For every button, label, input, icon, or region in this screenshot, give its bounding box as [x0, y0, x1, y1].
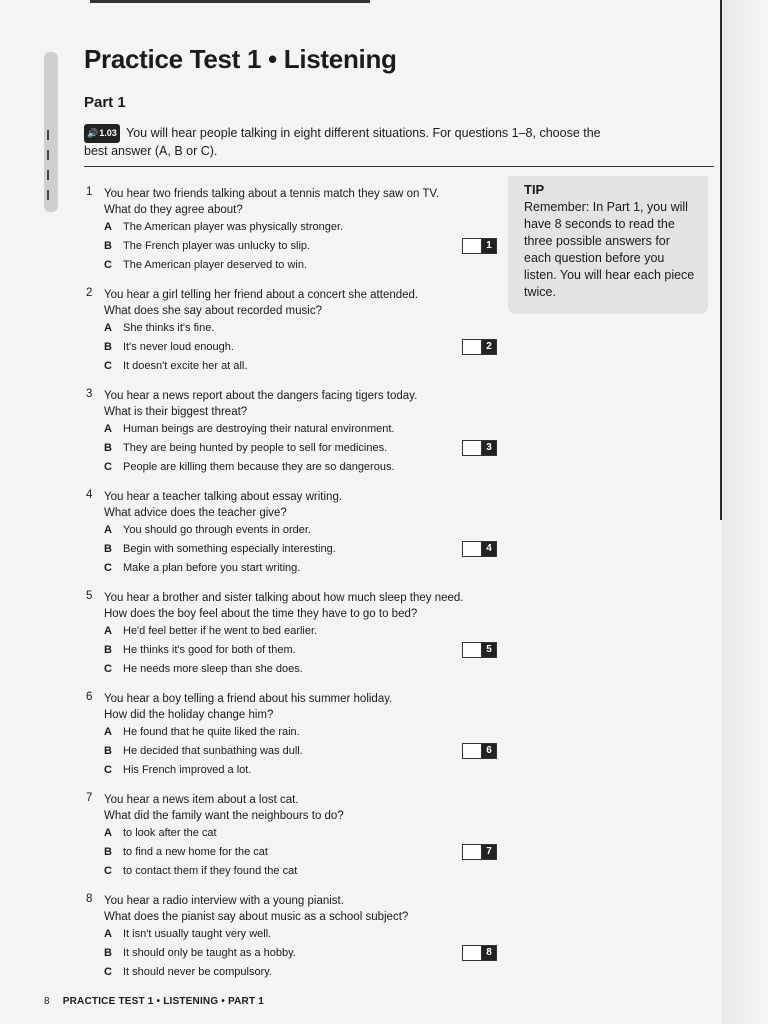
- option-text: You should go through events in order.: [123, 524, 311, 536]
- option-text: They are being hunted by people to sell for medicines.: [123, 442, 388, 454]
- answer-field[interactable]: [462, 238, 481, 254]
- question-stem: You hear a news report about the dangers facing tigers today.: [104, 390, 418, 402]
- question-stem: You hear a boy telling a friend about his summer holiday.: [104, 693, 393, 705]
- option-letter: A: [104, 423, 112, 435]
- option-letter: C: [104, 663, 112, 675]
- instructions: [84, 124, 604, 160]
- section-divider: [84, 166, 714, 167]
- answer-option[interactable]: [104, 338, 504, 357]
- option-letter: B: [104, 442, 112, 454]
- page-footer: [44, 996, 264, 1007]
- answer-option[interactable]: [104, 540, 504, 559]
- answer-box-number: 2: [481, 339, 497, 355]
- option-text: The French player was unlucky to slip.: [123, 240, 311, 252]
- question-stem: You hear a girl telling her friend about a concert she attended.: [104, 289, 419, 301]
- question-number: 5: [86, 590, 93, 602]
- answer-box[interactable]: [462, 541, 497, 557]
- answer-option[interactable]: [104, 641, 504, 660]
- answer-box-number: 1: [481, 238, 497, 254]
- answer-box-number: 3: [481, 440, 497, 456]
- answer-option[interactable]: [104, 660, 504, 679]
- option-text: The American player was physically stronger.: [123, 221, 344, 233]
- option-text: The American player deserved to win.: [123, 259, 308, 271]
- answer-box-number: 6: [481, 743, 497, 759]
- question-text: How does the boy feel about the time they have to go to bed?: [104, 608, 418, 620]
- audio-track-badge[interactable]: [84, 124, 120, 143]
- answer-option[interactable]: [104, 761, 504, 780]
- option-letter: B: [104, 947, 112, 959]
- answer-box-number: 8: [481, 945, 497, 961]
- question-item: [84, 691, 504, 780]
- answer-box[interactable]: [462, 238, 497, 254]
- question-stem: You hear a radio interview with a young pianist.: [104, 895, 344, 907]
- answer-field[interactable]: [462, 743, 481, 759]
- option-letter: A: [104, 524, 112, 536]
- answer-box-number: 7: [481, 844, 497, 860]
- option-text: It should never be compulsory.: [123, 966, 272, 978]
- answer-field[interactable]: [462, 642, 481, 658]
- option-text: It doesn't excite her at all.: [123, 360, 248, 372]
- option-text: Begin with something especially interesting.: [123, 543, 336, 555]
- answer-option[interactable]: [104, 559, 504, 578]
- question-item: [84, 388, 504, 477]
- option-letter: C: [104, 360, 112, 372]
- option-text: Make a plan before you start writing.: [123, 562, 301, 574]
- question-number: 1: [86, 186, 93, 198]
- spine-dash: [47, 150, 49, 160]
- page-number: 8: [44, 996, 50, 1007]
- answer-box-number: 4: [481, 541, 497, 557]
- tip-box: [508, 176, 708, 314]
- option-letter: B: [104, 543, 112, 555]
- page-shadow: [722, 0, 768, 1024]
- option-text: He needs more sleep than she does.: [123, 663, 303, 675]
- answer-option[interactable]: [104, 944, 504, 963]
- answer-option[interactable]: [104, 843, 504, 862]
- option-text: It isn't usually taught very well.: [123, 928, 272, 940]
- question-text: What do they agree about?: [104, 204, 243, 216]
- option-letter: A: [104, 726, 112, 738]
- track-number: 1.03: [99, 128, 117, 138]
- option-text: He decided that sunbathing was dull.: [123, 745, 303, 757]
- option-letter: A: [104, 625, 112, 637]
- question-text: What does she say about recorded music?: [104, 305, 322, 317]
- option-letter: C: [104, 764, 112, 776]
- option-text: Human beings are destroying their natural environment.: [123, 423, 395, 435]
- option-text: to contact them if they found the cat: [123, 865, 298, 877]
- option-text: It's never loud enough.: [123, 341, 234, 353]
- option-letter: C: [104, 562, 112, 574]
- option-text: People are killing them because they are so dangerous.: [123, 461, 395, 473]
- answer-box[interactable]: [462, 339, 497, 355]
- answer-option[interactable]: [104, 622, 504, 641]
- tip-text: Remember: In Part 1, you will have 8 seconds to read the three possible answers for each question before you listen. You will hear each piece twice.: [524, 200, 695, 299]
- answer-option[interactable]: [104, 357, 504, 376]
- answer-option[interactable]: [104, 521, 504, 540]
- question-text: How did the holiday change him?: [104, 709, 274, 721]
- question-stem: You hear a news item about a lost cat.: [104, 794, 299, 806]
- option-letter: C: [104, 966, 112, 978]
- answer-option[interactable]: [104, 963, 504, 982]
- spine-dash: [47, 170, 49, 180]
- answer-field[interactable]: [462, 541, 481, 557]
- option-letter: A: [104, 221, 112, 233]
- option-text: He found that he quite liked the rain.: [123, 726, 300, 738]
- tip-heading: TIP: [524, 182, 545, 197]
- speaker-icon: 🔊: [87, 128, 99, 138]
- answer-option[interactable]: [104, 723, 504, 742]
- answer-option[interactable]: [104, 824, 504, 843]
- answer-box[interactable]: [462, 945, 497, 961]
- option-letter: C: [104, 865, 112, 877]
- question-item: [84, 186, 504, 275]
- answer-option[interactable]: [104, 742, 504, 761]
- question-number: 2: [86, 287, 93, 299]
- spine-dash: [47, 130, 49, 140]
- answer-option[interactable]: [104, 458, 504, 477]
- option-letter: B: [104, 745, 112, 757]
- answer-box[interactable]: [462, 844, 497, 860]
- question-item: [84, 287, 504, 376]
- option-letter: A: [104, 322, 112, 334]
- question-text: What did the family want the neighbours to do?: [104, 810, 344, 822]
- question-number: 4: [86, 489, 93, 501]
- question-stem: You hear a teacher talking about essay writing.: [104, 491, 343, 503]
- option-letter: B: [104, 846, 112, 858]
- option-letter: C: [104, 259, 112, 271]
- page-title: Practice Test 1 • Listening: [84, 44, 397, 74]
- answer-option[interactable]: [104, 862, 504, 881]
- option-text: He thinks it's good for both of them.: [123, 644, 296, 656]
- option-text: It should only be taught as a hobby.: [123, 947, 296, 959]
- question-list: [84, 186, 504, 994]
- page-edge: [720, 0, 722, 520]
- question-item: [84, 792, 504, 881]
- option-text: to find a new home for the cat: [123, 846, 268, 858]
- option-letter: B: [104, 341, 112, 353]
- question-stem: You hear two friends talking about a tennis match they saw on TV.: [104, 188, 440, 200]
- option-text: She thinks it's fine.: [123, 322, 215, 334]
- question-number: 3: [86, 388, 93, 400]
- answer-option[interactable]: [104, 439, 504, 458]
- question-item: [84, 893, 504, 982]
- answer-box-number: 5: [481, 642, 497, 658]
- answer-option[interactable]: [104, 218, 504, 237]
- question-text: What is their biggest threat?: [104, 406, 248, 418]
- question-stem: You hear a brother and sister talking about how much sleep they need.: [104, 592, 464, 604]
- spine-dash: [47, 190, 49, 200]
- top-rule: [90, 0, 370, 3]
- option-letter: A: [104, 827, 112, 839]
- question-text: What advice does the teacher give?: [104, 507, 287, 519]
- option-text: He'd feel better if he went to bed earlier.: [123, 625, 318, 637]
- option-text: His French improved a lot.: [123, 764, 252, 776]
- answer-field[interactable]: [462, 945, 481, 961]
- answer-field[interactable]: [462, 844, 481, 860]
- answer-option[interactable]: [104, 420, 504, 439]
- answer-option[interactable]: [104, 925, 504, 944]
- question-number: 8: [86, 893, 93, 905]
- question-text: What does the pianist say about music as a school subject?: [104, 911, 409, 923]
- footer-text: PRACTICE TEST 1 • LISTENING • PART 1: [62, 996, 265, 1007]
- option-letter: B: [104, 240, 112, 252]
- answer-option[interactable]: [104, 237, 504, 256]
- answer-box[interactable]: [462, 440, 497, 456]
- answer-field[interactable]: [462, 440, 481, 456]
- option-letter: C: [104, 461, 112, 473]
- option-letter: B: [104, 644, 112, 656]
- part-heading: Part 1: [84, 94, 126, 111]
- answer-box[interactable]: [462, 642, 497, 658]
- question-item: [84, 590, 504, 679]
- answer-box[interactable]: [462, 743, 497, 759]
- question-item: [84, 489, 504, 578]
- answer-field[interactable]: [462, 339, 481, 355]
- option-letter: A: [104, 928, 112, 940]
- option-text: to look after the cat: [123, 827, 217, 839]
- answer-option[interactable]: [104, 319, 504, 338]
- question-number: 6: [86, 691, 93, 703]
- instruction-text: You will hear people talking in eight different situations. For questions 1–8, choose the best answer (A, B or C).: [84, 126, 601, 158]
- question-number: 7: [86, 792, 93, 804]
- answer-option[interactable]: [104, 256, 504, 275]
